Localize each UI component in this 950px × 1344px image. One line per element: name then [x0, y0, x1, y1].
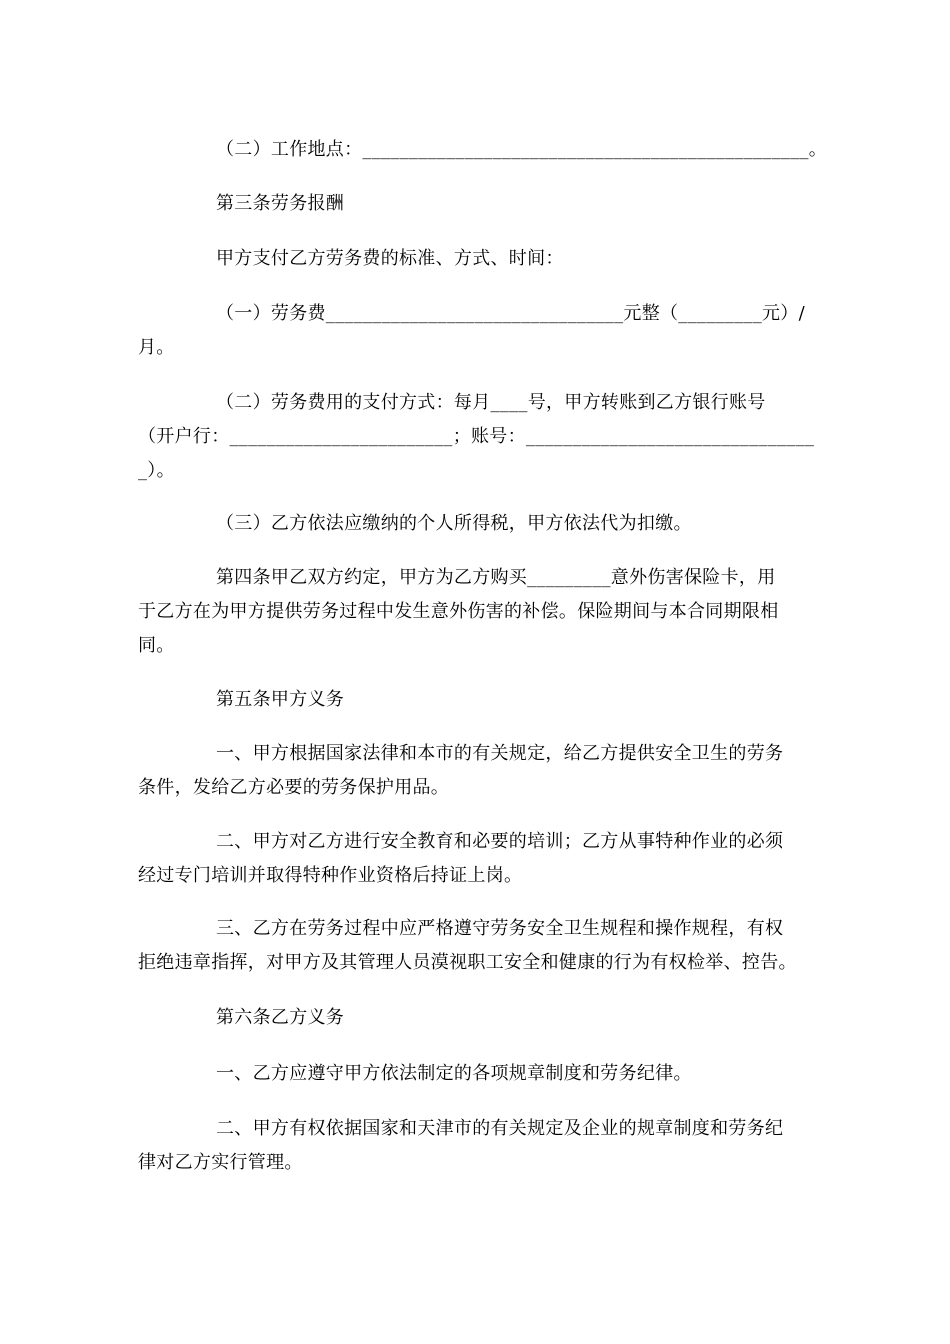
clause-payment-line-1: （二）劳务费用的支付方式：每月____号，甲方转账到乙方银行账号: [216, 392, 766, 413]
article-4-line-2: 于乙方在为甲方提供劳务过程中发生意外伤害的补偿。保险期间与本合同期限相: [138, 601, 779, 622]
clause-work-location: （二）工作地点：________________________________________________。: [216, 139, 828, 160]
clause-payment-line-2: （开户行：________________________；账号：_______________________________: [138, 426, 815, 447]
paragraph-line: 甲方支付乙方劳务费的标准、方式、时间：: [216, 248, 564, 269]
article-6-item-2-line-1: 二、甲方有权依据国家和天津市的有关规定及企业的规章制度和劳务纪: [216, 1118, 784, 1139]
clause-fee-line-2: 月。: [138, 337, 175, 358]
article-5-item-2-line-2: 经过专门培训并取得特种作业资格后持证上岗。: [138, 865, 523, 886]
article-5-item-1-line-1: 一、甲方根据国家法律和本市的有关规定，给乙方提供安全卫生的劳务: [216, 743, 784, 764]
clause-payment-line-3: _）。: [138, 460, 175, 481]
article-5-item-3-line-2: 拒绝违章指挥，对甲方及其管理人员漠视职工安全和健康的行为有权检举、控告。: [138, 952, 797, 973]
article-5-item-3-line-1: 三、乙方在劳务过程中应严格遵守劳务安全卫生规程和操作规程，有权: [216, 918, 784, 939]
clause-fee-line-1: （一）劳务费________________________________元整（_________元）/: [216, 303, 805, 324]
article-3-heading: 第三条劳务报酬: [216, 193, 345, 214]
article-6-item-1: 一、乙方应遵守甲方依法制定的各项规章制度和劳务纪律。: [216, 1063, 692, 1084]
article-4-line-1: 第四条甲乙双方约定，甲方为乙方购买_________意外伤害保险卡，用: [216, 567, 776, 588]
article-5-heading: 第五条甲方义务: [216, 689, 345, 710]
clause-tax: （三）乙方依法应缴纳的个人所得税，甲方依法代为扣缴。: [216, 513, 692, 534]
article-5-item-1-line-2: 条件，发给乙方必要的劳务保护用品。: [138, 777, 450, 798]
article-5-item-2-line-1: 二、甲方对乙方进行安全教育和必要的培训；乙方从事特种作业的必须: [216, 831, 784, 852]
article-4-line-3: 同。: [138, 635, 175, 656]
article-6-item-2-line-2: 律对乙方实行管理。: [138, 1152, 303, 1173]
article-6-heading: 第六条乙方义务: [216, 1007, 345, 1028]
